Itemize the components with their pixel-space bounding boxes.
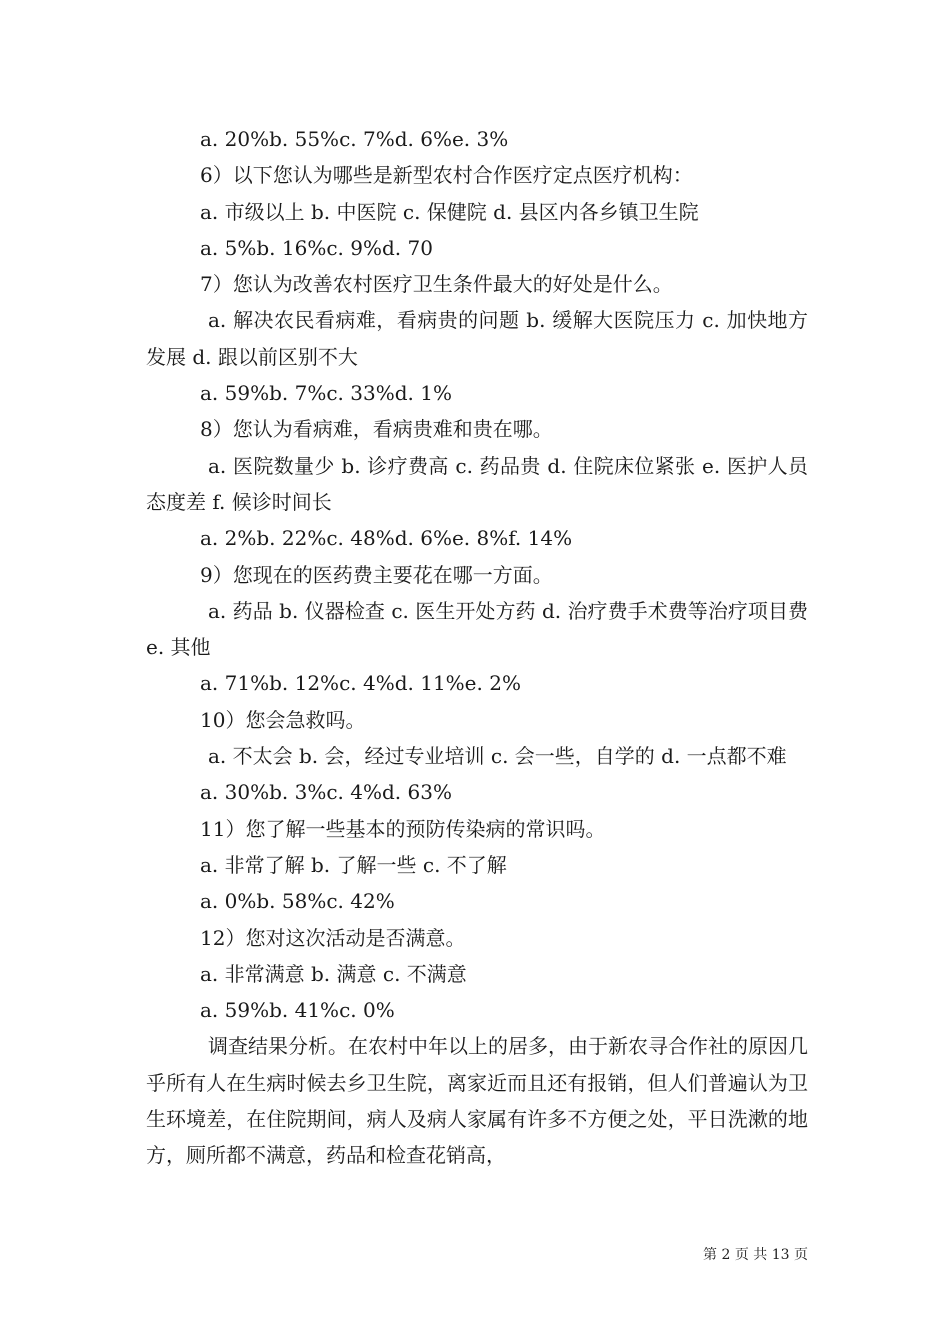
- question-12: 12）您对这次活动是否满意。: [200, 925, 466, 950]
- options-q7: a. 解决农民看病难，看病贵的问题 b. 缓解大医院压力 c. 加快地方发展 d. 跟以前区别不大: [146, 308, 808, 369]
- question-10: 10）您会急救吗。: [200, 707, 366, 732]
- page-number-footer: 第 2 页 共 13 页: [703, 1247, 808, 1263]
- question-9: 9）您现在的医药费主要花在哪一方面。: [200, 562, 553, 587]
- answer-stats-q10: a. 30%b. 3%c. 4%d. 63%: [200, 780, 452, 805]
- options-q10: a. 不太会 b. 会，经过专业培训 c. 会一些，自学的 d. 一点都不难: [208, 744, 787, 769]
- document-body: [146, 121, 808, 1174]
- options-q8: a. 医院数量少 b. 诊疗费高 c. 药品贵 d. 住院床位紧张 e. 医护人员态度差 f. 候诊时间长: [146, 453, 808, 514]
- options-q6: a. 市级以上 b. 中医院 c. 保健院 d. 县区内各乡镇卫生院: [200, 199, 699, 224]
- question-6: 6）以下您认为哪些是新型农村合作医疗定点医疗机构：: [200, 163, 693, 188]
- analysis-paragraph: 调查结果分析。在农村中年以上的居多，由于新农寻合作社的原因几乎所有人在生病时候去乡卫生院，离家近而且还有报销，但人们普遍认为卫生环境差，在住院期间，病人及病人家属有许多不方便之处，平日洗漱的地方，厕所都不满意，药品和检查花销高，: [146, 1034, 808, 1168]
- options-q9: a. 药品 b. 仪器检查 c. 医生开处方药 d. 治疗费手术费等治疗项目费 e. 其他: [146, 598, 808, 660]
- question-8: 8）您认为看病难，看病贵难和贵在哪。: [200, 417, 553, 442]
- question-7: 7）您认为改善农村医疗卫生条件最大的好处是什么。: [200, 272, 673, 297]
- answer-stats-q11: a. 0%b. 58%c. 42%: [200, 889, 395, 914]
- answer-stats-q5: a. 20%b. 55%c. 7%d. 6%e. 3%: [200, 127, 509, 151]
- answer-stats-q8: a. 2%b. 22%c. 48%d. 6%e. 8%f. 14%: [200, 526, 573, 551]
- question-11: 11）您了解一些基本的预防传染病的常识吗。: [200, 816, 606, 841]
- answer-stats-q12: a. 59%b. 41%c. 0%: [200, 998, 395, 1023]
- options-q12: a. 非常满意 b. 满意 c. 不满意: [200, 961, 467, 986]
- options-q11: a. 非常了解 b. 了解一些 c. 不了解: [200, 852, 507, 877]
- answer-stats-q9: a. 71%b. 12%c. 4%d. 11%e. 2%: [200, 671, 521, 696]
- answer-stats-q7: a. 59%b. 7%c. 33%d. 1%: [200, 381, 452, 406]
- answer-stats-q6: a. 5%b. 16%c. 9%d. 70: [200, 235, 433, 260]
